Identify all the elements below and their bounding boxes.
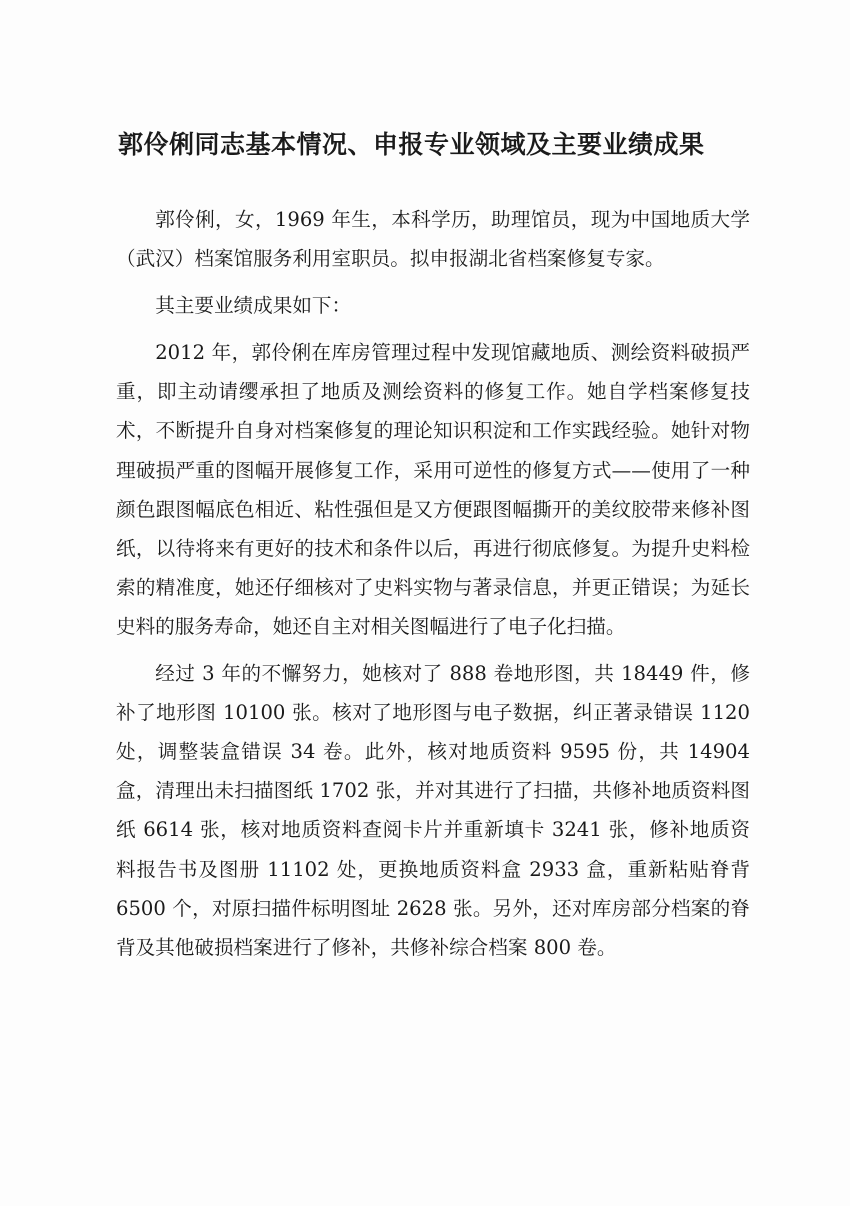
document-body: [116, 200, 750, 967]
document-title: 郭伶俐同志基本情况、申报专业领域及主要业绩成果: [118, 130, 705, 159]
paragraph-achievements-intro: 其主要业绩成果如下：: [155, 294, 352, 318]
paragraph-basic-info: 郭伶俐，女，1969 年生，本科学历，助理馆员，现为中国地质大学（武汉）档案馆服务利用室职员。拟申报湖北省档案修复专家。: [116, 208, 750, 271]
paragraph-statistics: 经过 3 年的不懈努力，她核对了 888 卷地形图，共 18449 件，修补了地形图 10100 张。核对了地形图与电子数据，纠正著录错误 1120 处，调整装盒错误 34 卷。此外，核对地质资料 9595 份，共 14904 盒，清理出未扫描图纸 1702 张，并对其进行了扫描，共修补地质资料图纸 6614 张，核对地质资料查阅卡片并重新填卡 3241 张，修补地质资料报告书及图册 11102 处，更换地质资料盒 2933 盒，重新粘贴脊背 6500 个，对原扫描件标明图址 2628 张。另外，还对库房部分档案的脊背及其他破损档案进行了修补，共修补综合档案 800 卷。: [116, 662, 750, 959]
paragraph-restoration-work: 2012 年，郭伶俐在库房管理过程中发现馆藏地质、测绘资料破损严重，即主动请缨承担了地质及测绘资料的修复工作。她自学档案修复技术，不断提升自身对档案修复的理论知识积淀和工作实践经验。她针对物理破损严重的图幅开展修复工作，采用可逆性的修复方式——使用了一种颜色跟图幅底色相近、粘性强但是又方便跟图幅撕开的美纹胶带来修补图纸，以待将来有更好的技术和条件以后，再进行彻底修复。为提升史料检索的精准度，她还仔细核对了史料实物与著录信息，并更正错误；为延长史料的服务寿命，她还自主对相关图幅进行了电子化扫描。: [116, 341, 750, 638]
